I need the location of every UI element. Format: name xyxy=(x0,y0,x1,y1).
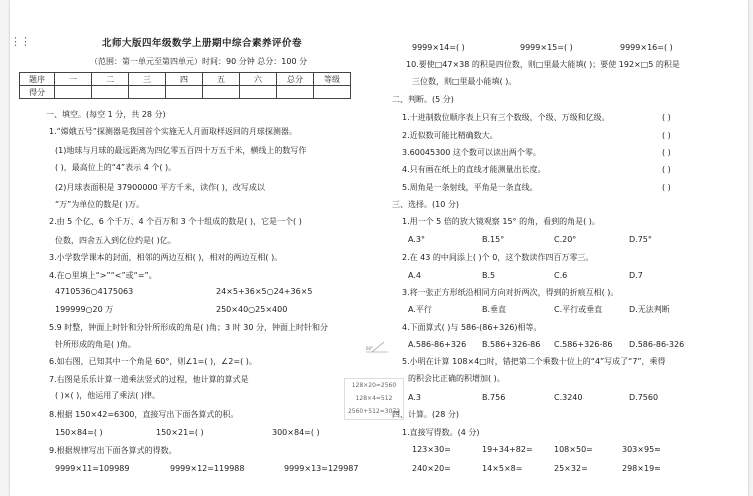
right-line: B.5 xyxy=(482,271,496,280)
score-row-label: 得分 xyxy=(20,86,55,99)
right-line: 2.近似数可能比精确数大。 xyxy=(402,131,498,140)
left-line: 2.由 5 个亿、6 个千万、4 个百万和 3 个十组成的数是( )，它是一个( ) xyxy=(49,217,302,226)
right-line: C.平行或垂直 xyxy=(554,305,603,314)
right-line: 14×5×8= xyxy=(482,464,523,473)
left-line: 5.9 时整，钟面上时针和分针所形成的角是( )角；3 时 30 分，钟面上时针和分 xyxy=(49,323,328,332)
exam-title: 北师大版四年级数学上册期中综合素养评价卷 xyxy=(102,38,303,49)
judge-answer-paren[interactable]: ( ) xyxy=(662,183,671,192)
right-line: B.垂直 xyxy=(482,305,507,314)
right-line: B.756 xyxy=(482,393,506,402)
left-line: 3.小学数学课本的封面，相邻的两边互相( )，相对的两边互相( )。 xyxy=(49,253,283,262)
score-cell[interactable] xyxy=(129,86,166,99)
right-line: D.586-86-326 xyxy=(629,340,685,349)
right-line: 303×95≈ xyxy=(622,445,661,454)
right-line: A.586-86+326 xyxy=(408,340,467,349)
left-line: 300×84=( ) xyxy=(272,428,320,437)
judge-answer-paren[interactable]: ( ) xyxy=(662,165,671,174)
left-line: 24×5+36×5○24+36×5 xyxy=(216,287,313,296)
right-line: B.586+326-86 xyxy=(482,340,541,349)
left-line: 位数，四舍五入到亿位约是( )亿。 xyxy=(55,236,176,245)
right-line: 三位数，则□里最小能填( )。 xyxy=(412,77,517,86)
right-line: C.3240 xyxy=(554,393,583,402)
right-line: D.7 xyxy=(629,271,643,280)
left-line: 6.如右图，已知其中一个角是 60°，则∠1=( )，∠2=( )。 xyxy=(49,357,257,366)
calc-line-3: 2560+512=3072 xyxy=(347,408,401,415)
angle-label: 60° xyxy=(366,346,374,351)
right-line: D.7560 xyxy=(629,393,659,402)
left-line: 199999○20 万 xyxy=(55,305,114,314)
left-line: (1)地球与月球的最远距离为四亿零五百四十万五千米，横线上的数写作 xyxy=(55,146,307,155)
right-line: 2.在 43 的中间添上( )个 0，这个数读作四百万零三。 xyxy=(402,253,594,262)
right-line: B.15° xyxy=(482,235,505,244)
right-line: 1.用一个 5 倍的放大镜观察 15° 的角，看到的角是( )。 xyxy=(402,217,600,226)
judge-answer-paren[interactable]: ( ) xyxy=(662,148,671,157)
right-line: 3.60045300 这个数可以读出两个零。 xyxy=(402,148,541,157)
right-line: 4.下面算式( )与 586-(86+326)相等。 xyxy=(402,323,542,332)
left-line: 4710536○4175063 xyxy=(55,287,134,296)
right-line: 9999×15=( ) xyxy=(520,43,573,52)
angle-figure xyxy=(364,340,390,354)
score-header-cell: 总分 xyxy=(277,73,314,86)
right-line: 二、判断。(5 分) xyxy=(392,95,454,104)
right-line: 240×20= xyxy=(412,464,451,473)
exam-subtitle: （范围：第一单元至第四单元）时间：90 分钟 总分：100 分 xyxy=(90,57,308,66)
score-header-cell: 六 xyxy=(240,73,277,86)
score-cell[interactable] xyxy=(277,86,314,99)
right-line: 5.周角是一条射线，平角是一条直线。 xyxy=(402,183,538,192)
score-cell[interactable] xyxy=(166,86,203,99)
right-line: C.20° xyxy=(554,235,577,244)
right-line: 三、选择。(10 分) xyxy=(392,200,459,209)
right-line: 9999×14=( ) xyxy=(412,43,465,52)
score-cell[interactable] xyxy=(314,86,351,99)
left-line: 150×21=( ) xyxy=(156,428,204,437)
left-line: (2)月球表面积是 37900000 平方千米，读作( )，改写成以 xyxy=(55,183,265,192)
left-line: 8.根据 150×42=6300，直接写出下面各算式的积。 xyxy=(49,410,239,419)
right-line: C.586+326-86 xyxy=(554,340,613,349)
left-line: 9999×12=119988 xyxy=(170,464,245,473)
right-line: 1.十进制数位顺序表上只有三个数级，个级、万级和亿级。 xyxy=(402,113,610,122)
left-line: 250×40○25×400 xyxy=(216,305,288,314)
right-line: 3.将一张正方形纸沿相同方向对折两次，得到的折痕互相( )。 xyxy=(402,288,619,297)
right-line: 123×30= xyxy=(412,445,451,454)
drag-handle-icon[interactable]: ⋮⋮ xyxy=(10,35,30,48)
left-line: 一、填空。(每空 1 分，共 28 分) xyxy=(46,110,166,119)
left-line: “万”为单位的数是( )万。 xyxy=(55,200,145,209)
left-line: 针所形成的角是( )角。 xyxy=(55,340,136,349)
right-line: 108×50= xyxy=(554,445,593,454)
score-header-cell: 五 xyxy=(203,73,240,86)
left-line: 9999×11=109989 xyxy=(55,464,130,473)
right-line: 9999×16=( ) xyxy=(620,43,673,52)
left-line: 9.根据规律写出下面各算式的得数。 xyxy=(49,446,177,455)
score-table xyxy=(19,72,351,99)
right-line: C.6 xyxy=(554,271,568,280)
right-line: 5.小明在计算 108×4□时，错把第二个乘数十位上的“4”写成了“7”，乘得 xyxy=(402,357,666,366)
right-line: A.3 xyxy=(408,393,421,402)
score-header-cell: 题序 xyxy=(20,73,55,86)
left-line: 150×84=( ) xyxy=(55,428,103,437)
score-cell[interactable] xyxy=(240,86,277,99)
calc-line-2: 128×4=512 xyxy=(355,395,393,402)
score-header-cell: 等级 xyxy=(314,73,351,86)
score-cell[interactable] xyxy=(92,86,129,99)
left-line: ( )×( )，他运用了乘法( )律。 xyxy=(55,391,161,400)
score-header-cell: 二 xyxy=(92,73,129,86)
left-line: 7.右图是乐乐计算一道乘法竖式的过程，他计算的算式是 xyxy=(49,375,249,384)
score-header-cell: 三 xyxy=(129,73,166,86)
right-line: 四、计算。(28 分) xyxy=(392,410,459,419)
right-line: 4.只有画在纸上的直线才能测量出长度。 xyxy=(402,165,546,174)
score-cell[interactable] xyxy=(55,86,92,99)
right-line: 1.直接写得数。(4 分) xyxy=(402,428,480,437)
right-line: D.75° xyxy=(629,235,652,244)
judge-answer-paren[interactable]: ( ) xyxy=(662,113,671,122)
right-line: 10.要使□47×38 的积是四位数，则□里最大能填( )；要使 192×□5 的积是 xyxy=(406,60,680,69)
right-line: D.无法判断 xyxy=(629,305,670,314)
judge-answer-paren[interactable]: ( ) xyxy=(662,131,671,140)
right-line: A.3° xyxy=(408,235,425,244)
score-cell[interactable] xyxy=(203,86,240,99)
right-line: 298×19≈ xyxy=(622,464,661,473)
calc-line-1: 128×20=2560 xyxy=(351,382,397,389)
right-line: 的积会比正确的积增加( )。 xyxy=(408,374,505,383)
right-line: A.4 xyxy=(408,271,421,280)
score-header-cell: 一 xyxy=(55,73,92,86)
left-line: 9999×13=129987 xyxy=(284,464,359,473)
left-line: 1.“嫦娥五号”探测器是我国首个实施无人月面取样返回的月球探测器。 xyxy=(49,127,297,136)
score-header-cell: 四 xyxy=(166,73,203,86)
right-line: 19+34+82= xyxy=(482,445,533,454)
document-page xyxy=(10,0,748,496)
left-line: 4.在○里填上“>”“<”或“=”。 xyxy=(49,271,157,280)
right-line: 25×32= xyxy=(554,464,588,473)
left-line: ( )，最高位上的“4”表示 4 个( )。 xyxy=(55,163,177,172)
right-line: A.平行 xyxy=(408,305,432,314)
